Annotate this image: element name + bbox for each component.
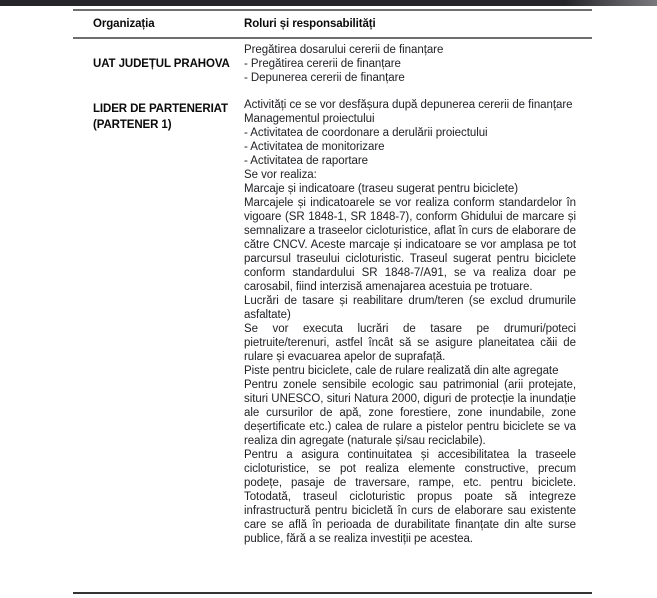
role-paragraph: Piste pentru biciclete, cale de rulare realizată din alte agregate: [244, 365, 559, 377]
role-paragraph: Marcajele și indicatoarele se vor realiza conform standardelor în vigoare (SR 1848-1, SR 1848-7), conform Ghidului de marcare și semnalizare a traseelor cicloturistice, aflat în curs de elaborare de către CNCV. Aceste marcaje și indicatoare se vor amplasa pe tot parcursul traseului cicloturistic. Traseul sugerat pentru biciclete conform standardului SR 1848-7/A91, se va realiza doar pe carosabil, fiind interzisă amenajarea acestuia pe trotuare.: [244, 197, 576, 293]
column-header-organization: Organizația: [93, 18, 155, 30]
roles-responsibilities-table: [73, 9, 592, 594]
roles-cell: [244, 43, 592, 85]
role-paragraph: Pentru zonele sensibile ecologic sau patrimonial (arii protejate, situri UNESCO, situri Natura 2000, diguri de protecție la inundație ale cursurilor de apă, zone forestiere, zone inundabile, zone deșertificate etc.) calea de rulare a pistelor pentru biciclete se va realiza din agregate (naturale și/sau reciclabile).: [244, 379, 576, 447]
table-row-uat-judetul-prahova: [73, 39, 592, 85]
role-paragraph: - Pregătirea cererii de finanțare: [244, 58, 401, 70]
role-paragraph: - Activitatea de raportare: [244, 155, 368, 167]
organization-name: LIDER DE PARTENERIAT (PARTENER 1): [93, 103, 228, 131]
table-row-lider-de-parteneriat: [73, 98, 592, 592]
role-paragraph: - Depunerea cererii de finanțare: [244, 72, 405, 84]
role-paragraph: Marcaje și indicatoare (traseu sugerat pentru biciclete): [244, 183, 518, 195]
table-header-row: [73, 11, 592, 39]
role-paragraph: Se vor realiza:: [244, 169, 317, 181]
role-paragraph: Activități ce se vor desfășura după depunerea cererii de finanțare: [244, 99, 573, 111]
role-paragraph: Pregătirea dosarului cererii de finanțare: [244, 44, 444, 56]
role-paragraph: - Activitatea de coordonare a derulării proiectului: [244, 127, 488, 139]
organization-name: UAT JUDEȚUL PRAHOVA: [93, 58, 230, 70]
role-paragraph: Lucrări de tasare și reabilitare drum/teren (se exclud drumurile asfaltate): [244, 295, 576, 321]
window-top-edge-bar: [0, 0, 657, 6]
roles-cell: [244, 98, 592, 592]
role-paragraph: Se vor executa lucrări de tasare pe drumuri/poteci pietruite/terenuri, astfel încât să se asigure planeitatea căii de rulare și evacuarea apelor de suprafață.: [244, 323, 576, 363]
role-paragraph: Managementul proiectului: [244, 113, 375, 125]
role-paragraph: Pentru a asigura continuitatea și accesibilitatea la traseele cicloturistice, se pot realiza elemente constructive, precum podețe, pasaje de traversare, rampe, etc. pentru biciclete. Totodată, traseul cicloturistic propus poate să integreze infrastructură pentru bicicletă în curs de elaborare sau existente care se află în perioada de durabilitate finanțate din alte surse publice, fără a se realiza investiții pe acestea.: [244, 449, 576, 545]
role-paragraph: - Activitatea de monitorizare: [244, 141, 385, 153]
column-header-roles: Roluri și responsabilități: [244, 18, 376, 30]
